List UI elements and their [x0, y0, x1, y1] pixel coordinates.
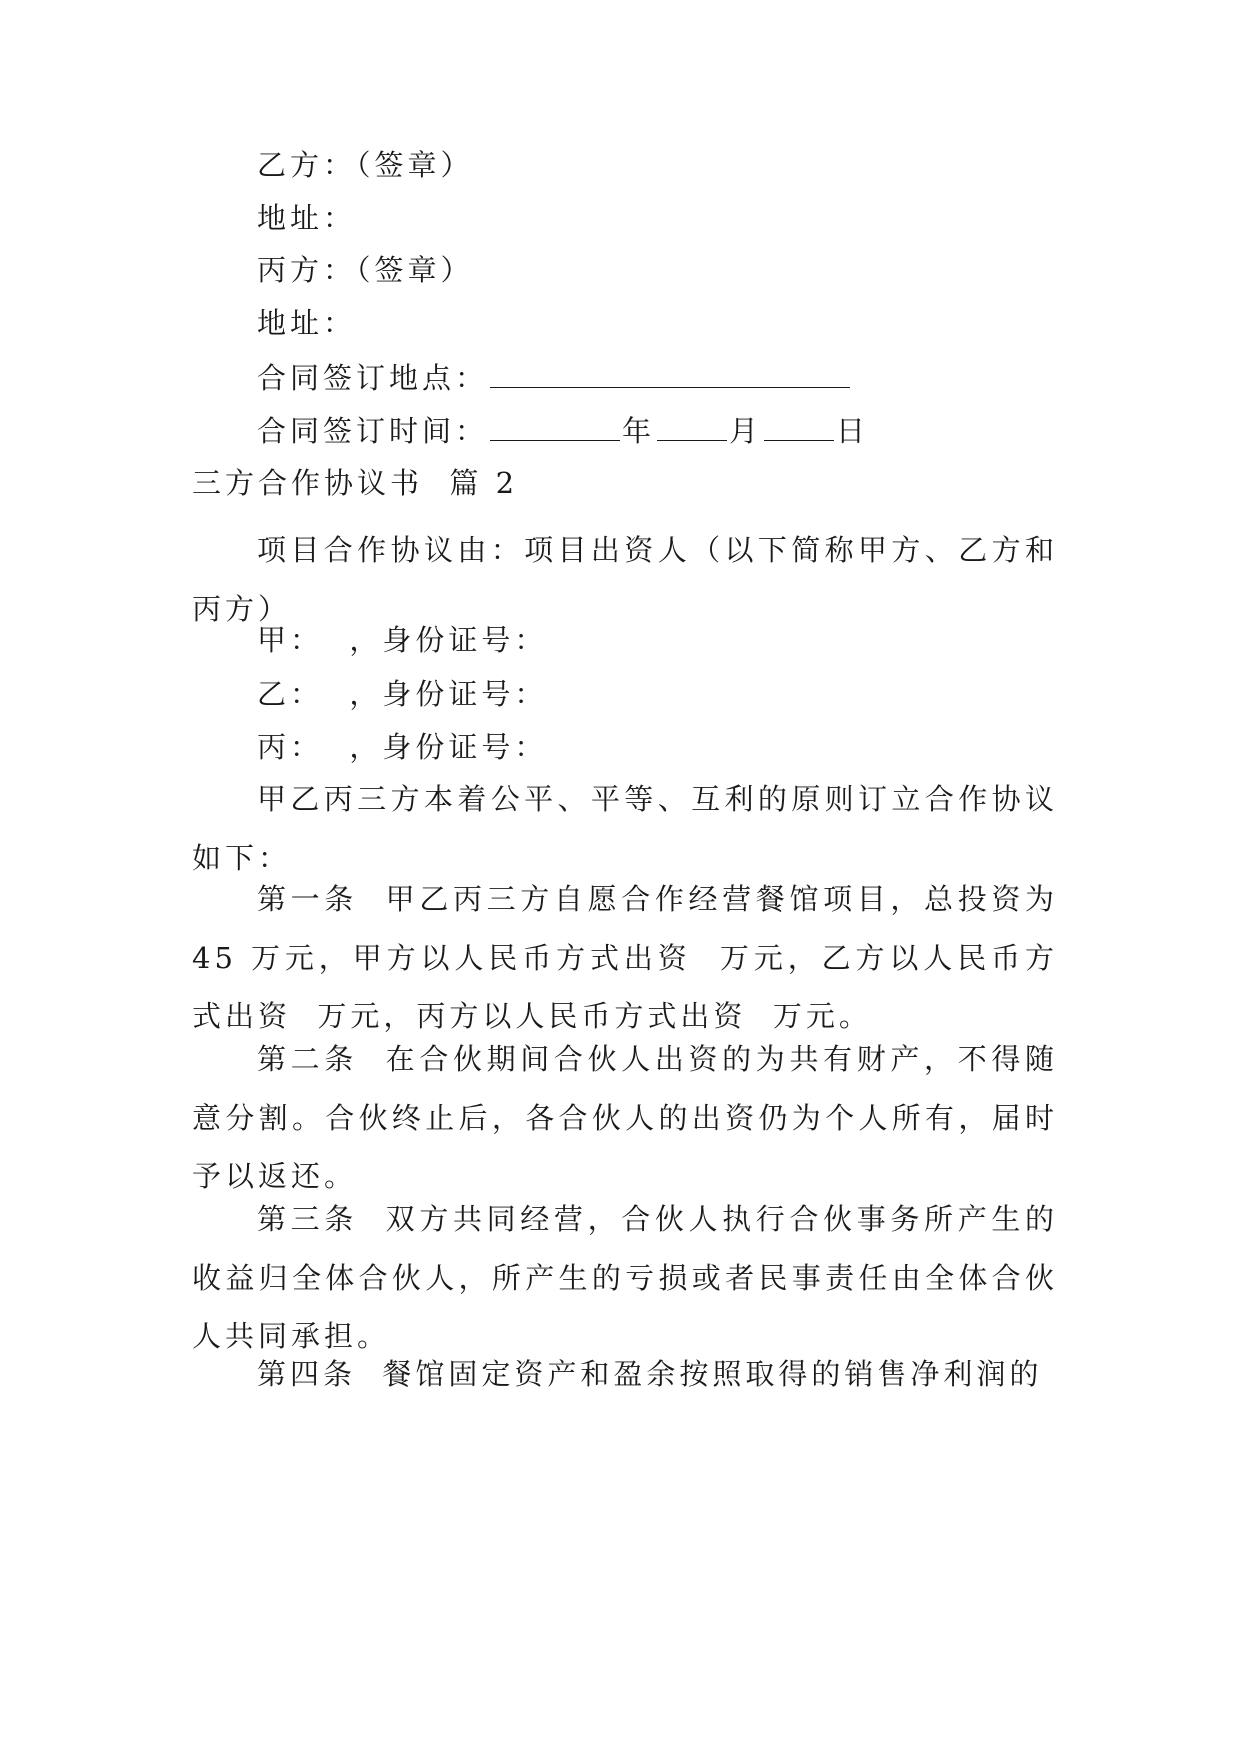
preamble-paragraph: 甲乙丙三方本着公平、平等、互利的原则订立合作协议如下： [192, 782, 1058, 875]
day-label: 日 [836, 414, 870, 448]
signing-place-blank [490, 357, 850, 388]
signing-place-label: 合同签订地点： [257, 361, 489, 395]
signing-place [257, 357, 852, 398]
section-heading: 三方合作协议书 篇 2 [192, 466, 519, 500]
signing-year-blank [490, 410, 620, 441]
party-c-address: 地址： [257, 306, 357, 340]
party-b-signature: 乙方：（签章） [257, 148, 474, 182]
article-1: 第一条 甲乙丙三方自愿合作经营餐馆项目，总投资为 45 万元，甲方以人民币方式出资 万元，乙方以人民币方式出资 万元，丙方以人民币方式出资 万元。 [192, 882, 1072, 1033]
year-label: 年 [622, 414, 656, 448]
article-4: 第四条 餐馆固定资产和盈余按照取得的销售净利润的 [257, 1357, 1043, 1391]
signing-month-blank [657, 410, 727, 441]
party-b-id: 乙： ，身份证号： [257, 677, 548, 711]
party-a-id: 甲： ，身份证号： [257, 623, 548, 657]
signing-time-label: 合同签订时间： [257, 414, 489, 448]
party-c-signature: 丙方：（签章） [257, 253, 474, 287]
intro-paragraph: 项目合作协议由：项目出资人（以下简称甲方、乙方和丙方） [192, 533, 1058, 626]
month-label: 月 [729, 414, 763, 448]
article-3: 第三条 双方共同经营，合伙人执行合伙事务所产生的收益归全体合伙人，所产生的亏损或者民事责任由全体合伙人共同承担。 [192, 1202, 1058, 1353]
signing-day-blank [764, 410, 834, 441]
party-b-address: 地址： [257, 201, 357, 235]
signing-time [257, 410, 869, 451]
article-2: 第二条 在合伙期间合伙人出资的为共有财产，不得随意分割。合伙终止后，各合伙人的出资仍为个人所有，届时予以返还。 [192, 1042, 1058, 1193]
party-c-id: 丙： ，身份证号： [257, 730, 548, 764]
